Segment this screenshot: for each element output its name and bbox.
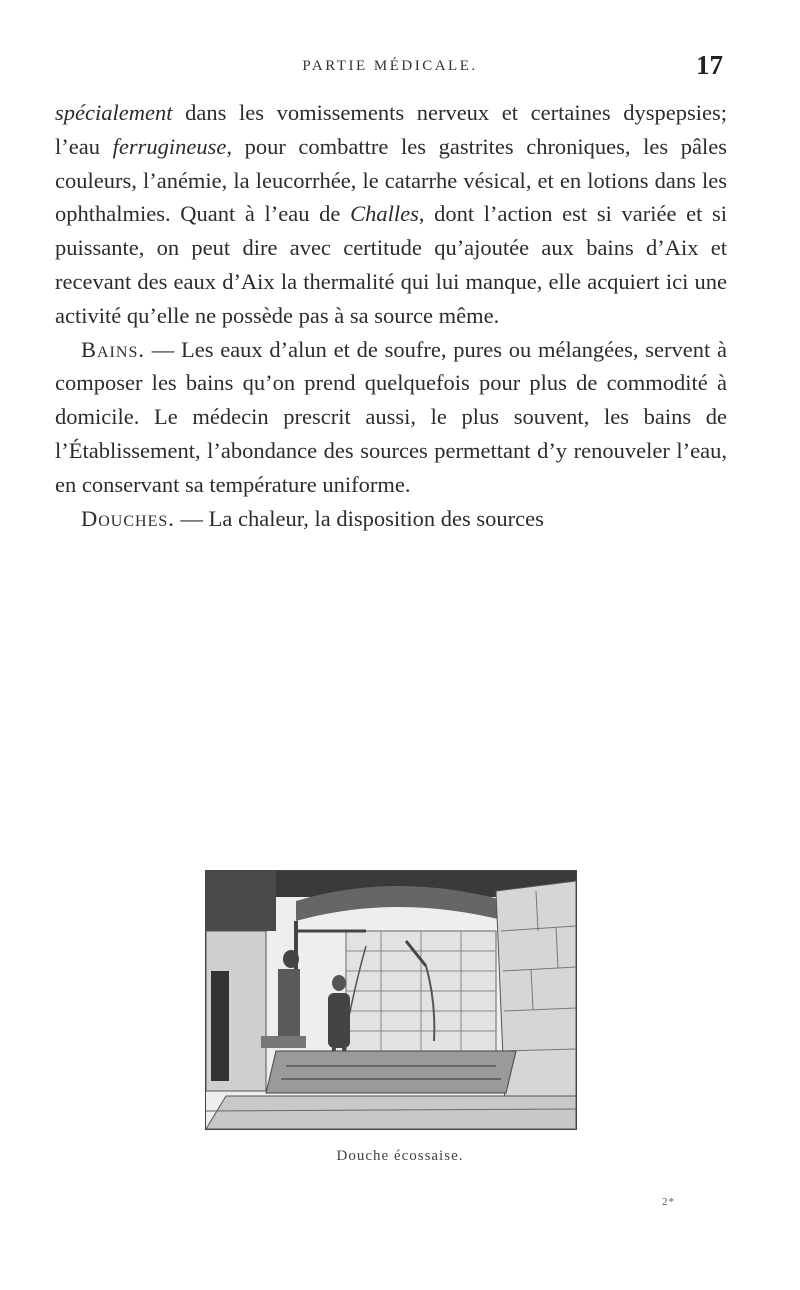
paragraph-douches-text: — La chaleur, la disposition des sources <box>174 505 544 531</box>
page-number: 17 <box>696 50 723 80</box>
page-header <box>55 50 725 90</box>
section-heading-douches: Douches. <box>81 505 175 531</box>
paragraph-1 <box>55 96 727 333</box>
running-title: PARTIE MÉDICALE. <box>302 58 478 74</box>
paragraph-bains <box>55 333 727 502</box>
engraving-illustration <box>205 870 577 1130</box>
emphasis-challes: Challes <box>350 201 419 227</box>
paragraph-1-text-c: , dont l’action est si variée et si puissante, on peut dire avec certitude qu’ajoutée aux bains d’Aix et recevant des eaux d’Aix la thermalité qui lui manque, elle acquiert ici une activité qu’elle ne possède pas à sa source même. <box>55 201 727 328</box>
paragraph-douches <box>55 502 727 536</box>
emphasis-specialement: spécialement <box>55 100 173 125</box>
signature-mark: 2* <box>662 1196 675 1208</box>
section-heading-bains: Bains. <box>81 336 145 362</box>
figure-caption: Douche écossaise. <box>336 1148 464 1164</box>
paragraph-bains-text: — Les eaux d’alun et de soufre, pures ou mélangées, servent à composer les bains qu’on prend quelquefois pour plus de commodité à domicile. Le médecin prescrit aussi, le plus souvent, les bains de l’Établissement, l’abondance des sources permettant d’y renouveler l’eau, en conservant sa température uniforme. <box>55 336 727 497</box>
paragraph-1-text-b: , pour combattre les gastrites chroniques, les pâles couleurs, l’anémie, la leucorrhée, le catarrhe vésical, et en lotions dans les ophthalmies. Quant à l’eau de <box>55 133 728 227</box>
paragraph-1-text-a: dans les vomissements nerveux et certaines dyspepsies; l’eau <box>55 100 727 159</box>
emphasis-ferrugineuse: ferrugineuse <box>112 133 227 159</box>
shower-room-engraving <box>206 871 576 1129</box>
body-text <box>55 96 727 535</box>
